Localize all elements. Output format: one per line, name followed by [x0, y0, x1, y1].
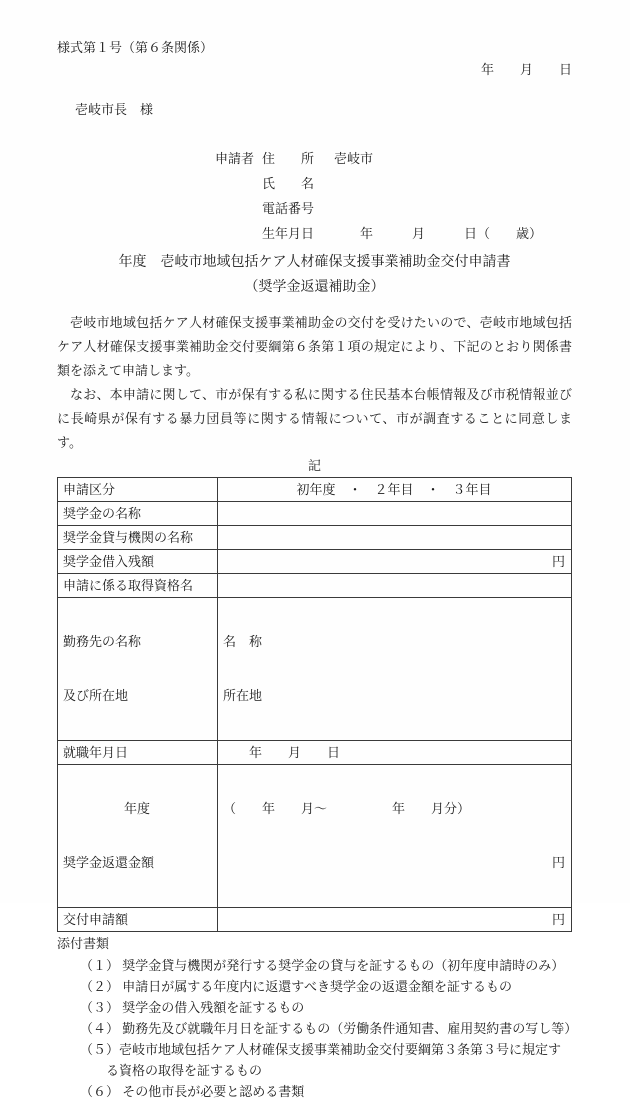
row-value-cell: 初年度 ・ ２年目 ・ ３年目 — [218, 478, 572, 502]
applicant-address-value: 壱岐市 — [334, 151, 374, 166]
row-loan-balance — [58, 550, 572, 574]
employer-label-line1: 勤務先の名称 — [63, 634, 142, 649]
applicant-address-label: 住 所 — [262, 151, 315, 166]
row-label-cell: 交付申請額 — [58, 908, 218, 932]
applicant-rows — [262, 146, 542, 246]
row-scholarship-name — [58, 502, 572, 526]
row-label-cell: 就職年月日 — [58, 741, 218, 765]
row-employer — [58, 598, 572, 741]
addressee: 壱岐市長 様 — [75, 102, 154, 117]
row-value-cell: 年 月 日 — [218, 741, 572, 765]
employer-name-line: 名 称 — [223, 634, 263, 649]
body-paragraph-1: 壱岐市地域包括ケア人材確保支援事業補助金の交付を受けたいので、壱岐市地域包括ケア人材確保支援事業補助金交付要綱第６条第１項の規定により、下記のとおり関係書類を添えて申請します。 — [57, 315, 572, 378]
attachments-heading: 添付書類 — [57, 936, 110, 951]
document-title: 年度 壱岐市地域包括ケア人材確保支援事業補助金交付申請書 — [118, 255, 511, 270]
applicant-birthdate-label: 生年月日 — [262, 226, 315, 241]
row-application-category — [58, 478, 572, 502]
attachment-item-4: （４） 勤務先及び就職年月日を証するもの（労働条件通知書、雇用契約書の写し等） — [80, 1021, 578, 1036]
body-paragraph-2: なお、本申請に関して、市が保有する私に関する住民基本台帳情報及び市税情報並びに長崎県が保有する暴力団員等に関する情報について、市が調査することに同意します。 — [57, 387, 572, 450]
attachment-item-5: （５）壱岐市地域包括ケア人材確保支援事業補助金交付要綱第３条第３号に規定する資格の取得を証するもの — [80, 1042, 562, 1078]
document-title-block — [57, 250, 572, 300]
repayment-amount-label: 奨学金返還金額 — [63, 855, 155, 870]
fiscal-year-label: 年度 — [123, 801, 150, 816]
applicant-block — [215, 146, 572, 246]
repayment-period-line: （ 年 月～ 年 月分） — [223, 801, 471, 816]
application-table — [57, 477, 572, 932]
attachment-item-2: （２） 申請日が属する年度内に返還すべき奨学金の返還金額を証するもの — [80, 979, 512, 994]
attachment-item-6: （６） その他市長が必要と認める書類 — [80, 1084, 305, 1099]
employer-label-line2: 及び所在地 — [63, 688, 129, 703]
row-repayment-amount — [58, 765, 572, 908]
row-label-cell: 奨学金の名称 — [58, 502, 218, 526]
row-value-cell — [218, 765, 572, 908]
row-label-cell: 奨学金貸与機関の名称 — [58, 526, 218, 550]
attachment-item-3: （３） 奨学金の借入残額を証するもの — [80, 1000, 305, 1015]
applicant-birthdate-row — [262, 221, 542, 246]
row-qualification-name — [58, 574, 572, 598]
row-grant-request-amount — [58, 908, 572, 932]
row-value-cell — [218, 574, 572, 598]
row-label-cell — [58, 598, 218, 741]
row-value-cell — [218, 526, 572, 550]
row-label-cell: 申請区分 — [58, 478, 218, 502]
document-subtitle: （奨学金返還補助金） — [244, 280, 385, 295]
employer-location-line: 所在地 — [223, 688, 263, 703]
applicant-name-label: 氏 名 — [262, 176, 315, 191]
row-label-cell: 奨学金借入残額 — [58, 550, 218, 574]
row-value-cell: 円 — [218, 908, 572, 932]
row-employment-date — [58, 741, 572, 765]
form-number: 様式第１号（第６条関係） — [57, 40, 214, 55]
record-heading: 記 — [307, 458, 321, 473]
row-label-cell — [58, 765, 218, 908]
applicant-birthdate-value: 年 月 日（ 歳） — [334, 226, 543, 241]
row-lender-name — [58, 526, 572, 550]
repayment-amount-unit: 円 — [551, 855, 565, 870]
row-value-cell — [218, 598, 572, 741]
date-line: 年 月 日 — [480, 62, 572, 77]
applicant-phone-row — [262, 196, 542, 221]
row-value-cell — [218, 502, 572, 526]
applicant-label: 申請者 — [215, 151, 255, 166]
applicant-phone-label: 電話番号 — [262, 201, 315, 216]
attachment-item-1: （１） 奨学金貸与機関が発行する奨学金の貸与を証するもの（初年度申請時のみ） — [80, 958, 565, 973]
attachments-list — [57, 955, 578, 1102]
row-label-cell: 申請に係る取得資格名 — [58, 574, 218, 598]
applicant-address-row — [262, 146, 542, 171]
applicant-name-row — [262, 171, 542, 196]
row-value-cell: 円 — [218, 550, 572, 574]
